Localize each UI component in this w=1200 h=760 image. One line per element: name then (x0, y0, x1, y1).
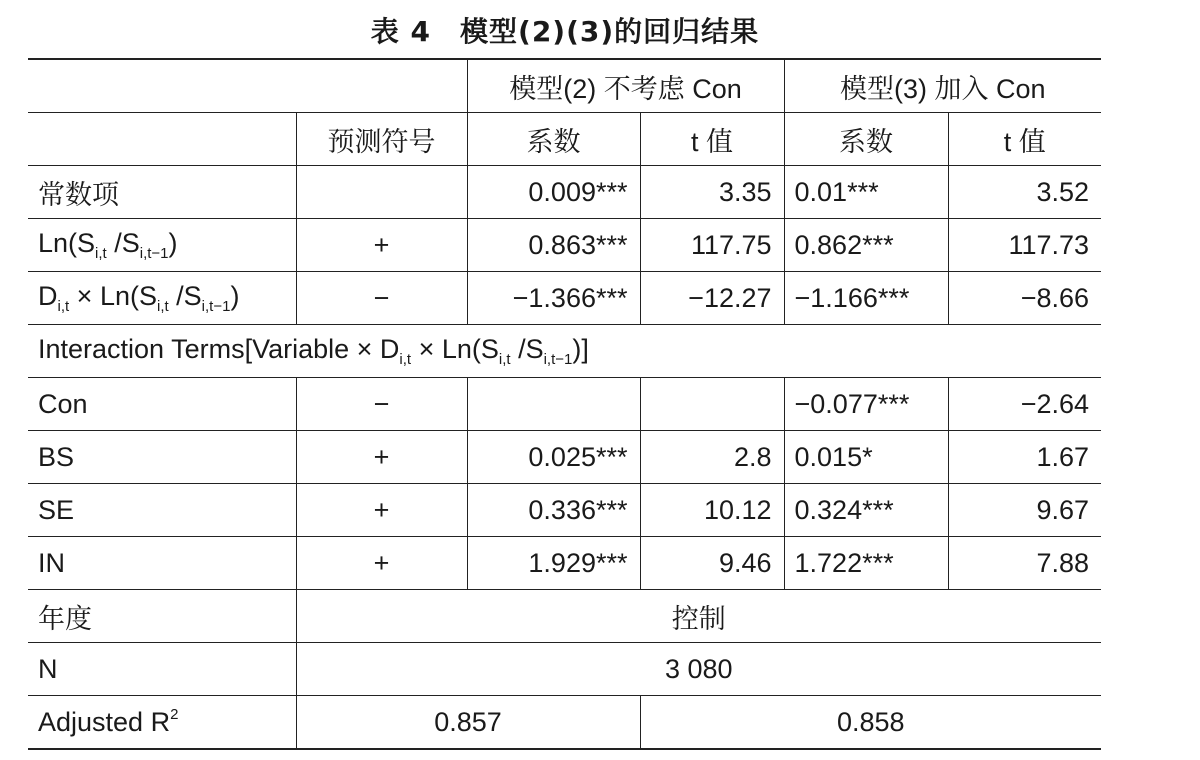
header-row-models (28, 59, 1101, 113)
coef-model2: 1.929*** (467, 537, 640, 590)
r2-model3: 0.858 (640, 696, 1101, 750)
n-label: N (28, 643, 296, 696)
header-empty (28, 59, 296, 113)
row-label: BS (28, 431, 296, 484)
t-model2 (640, 378, 784, 431)
table-row (28, 166, 1101, 219)
year-row (28, 590, 1101, 643)
coef-model2: 0.025*** (467, 431, 640, 484)
header-empty (28, 113, 296, 166)
header-t-model2: t 值 (640, 113, 784, 166)
year-value: 控制 (296, 590, 1101, 643)
coef-model2: 0.009*** (467, 166, 640, 219)
table-row (28, 537, 1101, 590)
coef-model3: 0.01*** (784, 166, 948, 219)
t-model3: 1.67 (948, 431, 1101, 484)
coef-model3: 0.324*** (784, 484, 948, 537)
header-model2: 模型(2) 不考虑 Con (467, 59, 784, 113)
t-model3: 117.73 (948, 219, 1101, 272)
coef-model3: −0.077*** (784, 378, 948, 431)
t-model2: 117.75 (640, 219, 784, 272)
coef-model2: −1.366*** (467, 272, 640, 325)
table-row (28, 219, 1101, 272)
header-empty (296, 59, 467, 113)
row-label: IN (28, 537, 296, 590)
t-model2: 2.8 (640, 431, 784, 484)
header-model3: 模型(3) 加入 Con (784, 59, 1101, 113)
coef-model2: 0.863*** (467, 219, 640, 272)
r2-model2: 0.857 (296, 696, 640, 750)
header-row-columns (28, 113, 1101, 166)
t-model3: −2.64 (948, 378, 1101, 431)
pred-sign: − (296, 272, 467, 325)
n-value: 3 080 (296, 643, 1101, 696)
row-label: Con (28, 378, 296, 431)
table-row (28, 431, 1101, 484)
coef-model2 (467, 378, 640, 431)
pred-sign: − (296, 378, 467, 431)
table-row (28, 484, 1101, 537)
table-row (28, 272, 1101, 325)
t-model2: 10.12 (640, 484, 784, 537)
coef-model2: 0.336*** (467, 484, 640, 537)
header-t-model3: t 值 (948, 113, 1101, 166)
r2-row (28, 696, 1101, 750)
pred-sign: + (296, 219, 467, 272)
pred-sign: + (296, 537, 467, 590)
pred-sign: + (296, 431, 467, 484)
coef-model3: 0.015* (784, 431, 948, 484)
row-label: $D_{i,t} \times Ln(S_{i,t}$ $/S_{i,t-1}$) (28, 272, 296, 325)
row-label: SE (28, 484, 296, 537)
t-model2: 9.46 (640, 537, 784, 590)
coef-model3: 1.722*** (784, 537, 948, 590)
t-model3: 3.52 (948, 166, 1101, 219)
interaction-header-row (28, 325, 1101, 378)
header-pred-sign: 预测符号 (296, 113, 467, 166)
t-model3: 9.67 (948, 484, 1101, 537)
header-coef-model3: 系数 (784, 113, 948, 166)
t-model3: −8.66 (948, 272, 1101, 325)
pred-sign (296, 166, 467, 219)
table-row (28, 378, 1101, 431)
pred-sign: + (296, 484, 467, 537)
r2-label: Adjusted $R^2$ (28, 696, 296, 750)
coef-model3: 0.862*** (784, 219, 948, 272)
row-label: $Ln(S_{i,t}$ $/S_{i,t-1}$) (28, 219, 296, 272)
t-model2: −12.27 (640, 272, 784, 325)
coef-model3: −1.166*** (784, 272, 948, 325)
t-model2: 3.35 (640, 166, 784, 219)
year-label: 年度 (28, 590, 296, 643)
header-coef-model2: 系数 (467, 113, 640, 166)
interaction-label: Interaction Terms[Variable × $D_{i,t} \times Ln(S_{i,t}$ $/S_{i,t-1}$)] (28, 325, 1101, 378)
row-label: 常数项 (28, 166, 296, 219)
n-row (28, 643, 1101, 696)
t-model3: 7.88 (948, 537, 1101, 590)
table-title: 表 4 模型(2)(3)的回归结果 (370, 15, 760, 48)
regression-table (28, 58, 1101, 750)
